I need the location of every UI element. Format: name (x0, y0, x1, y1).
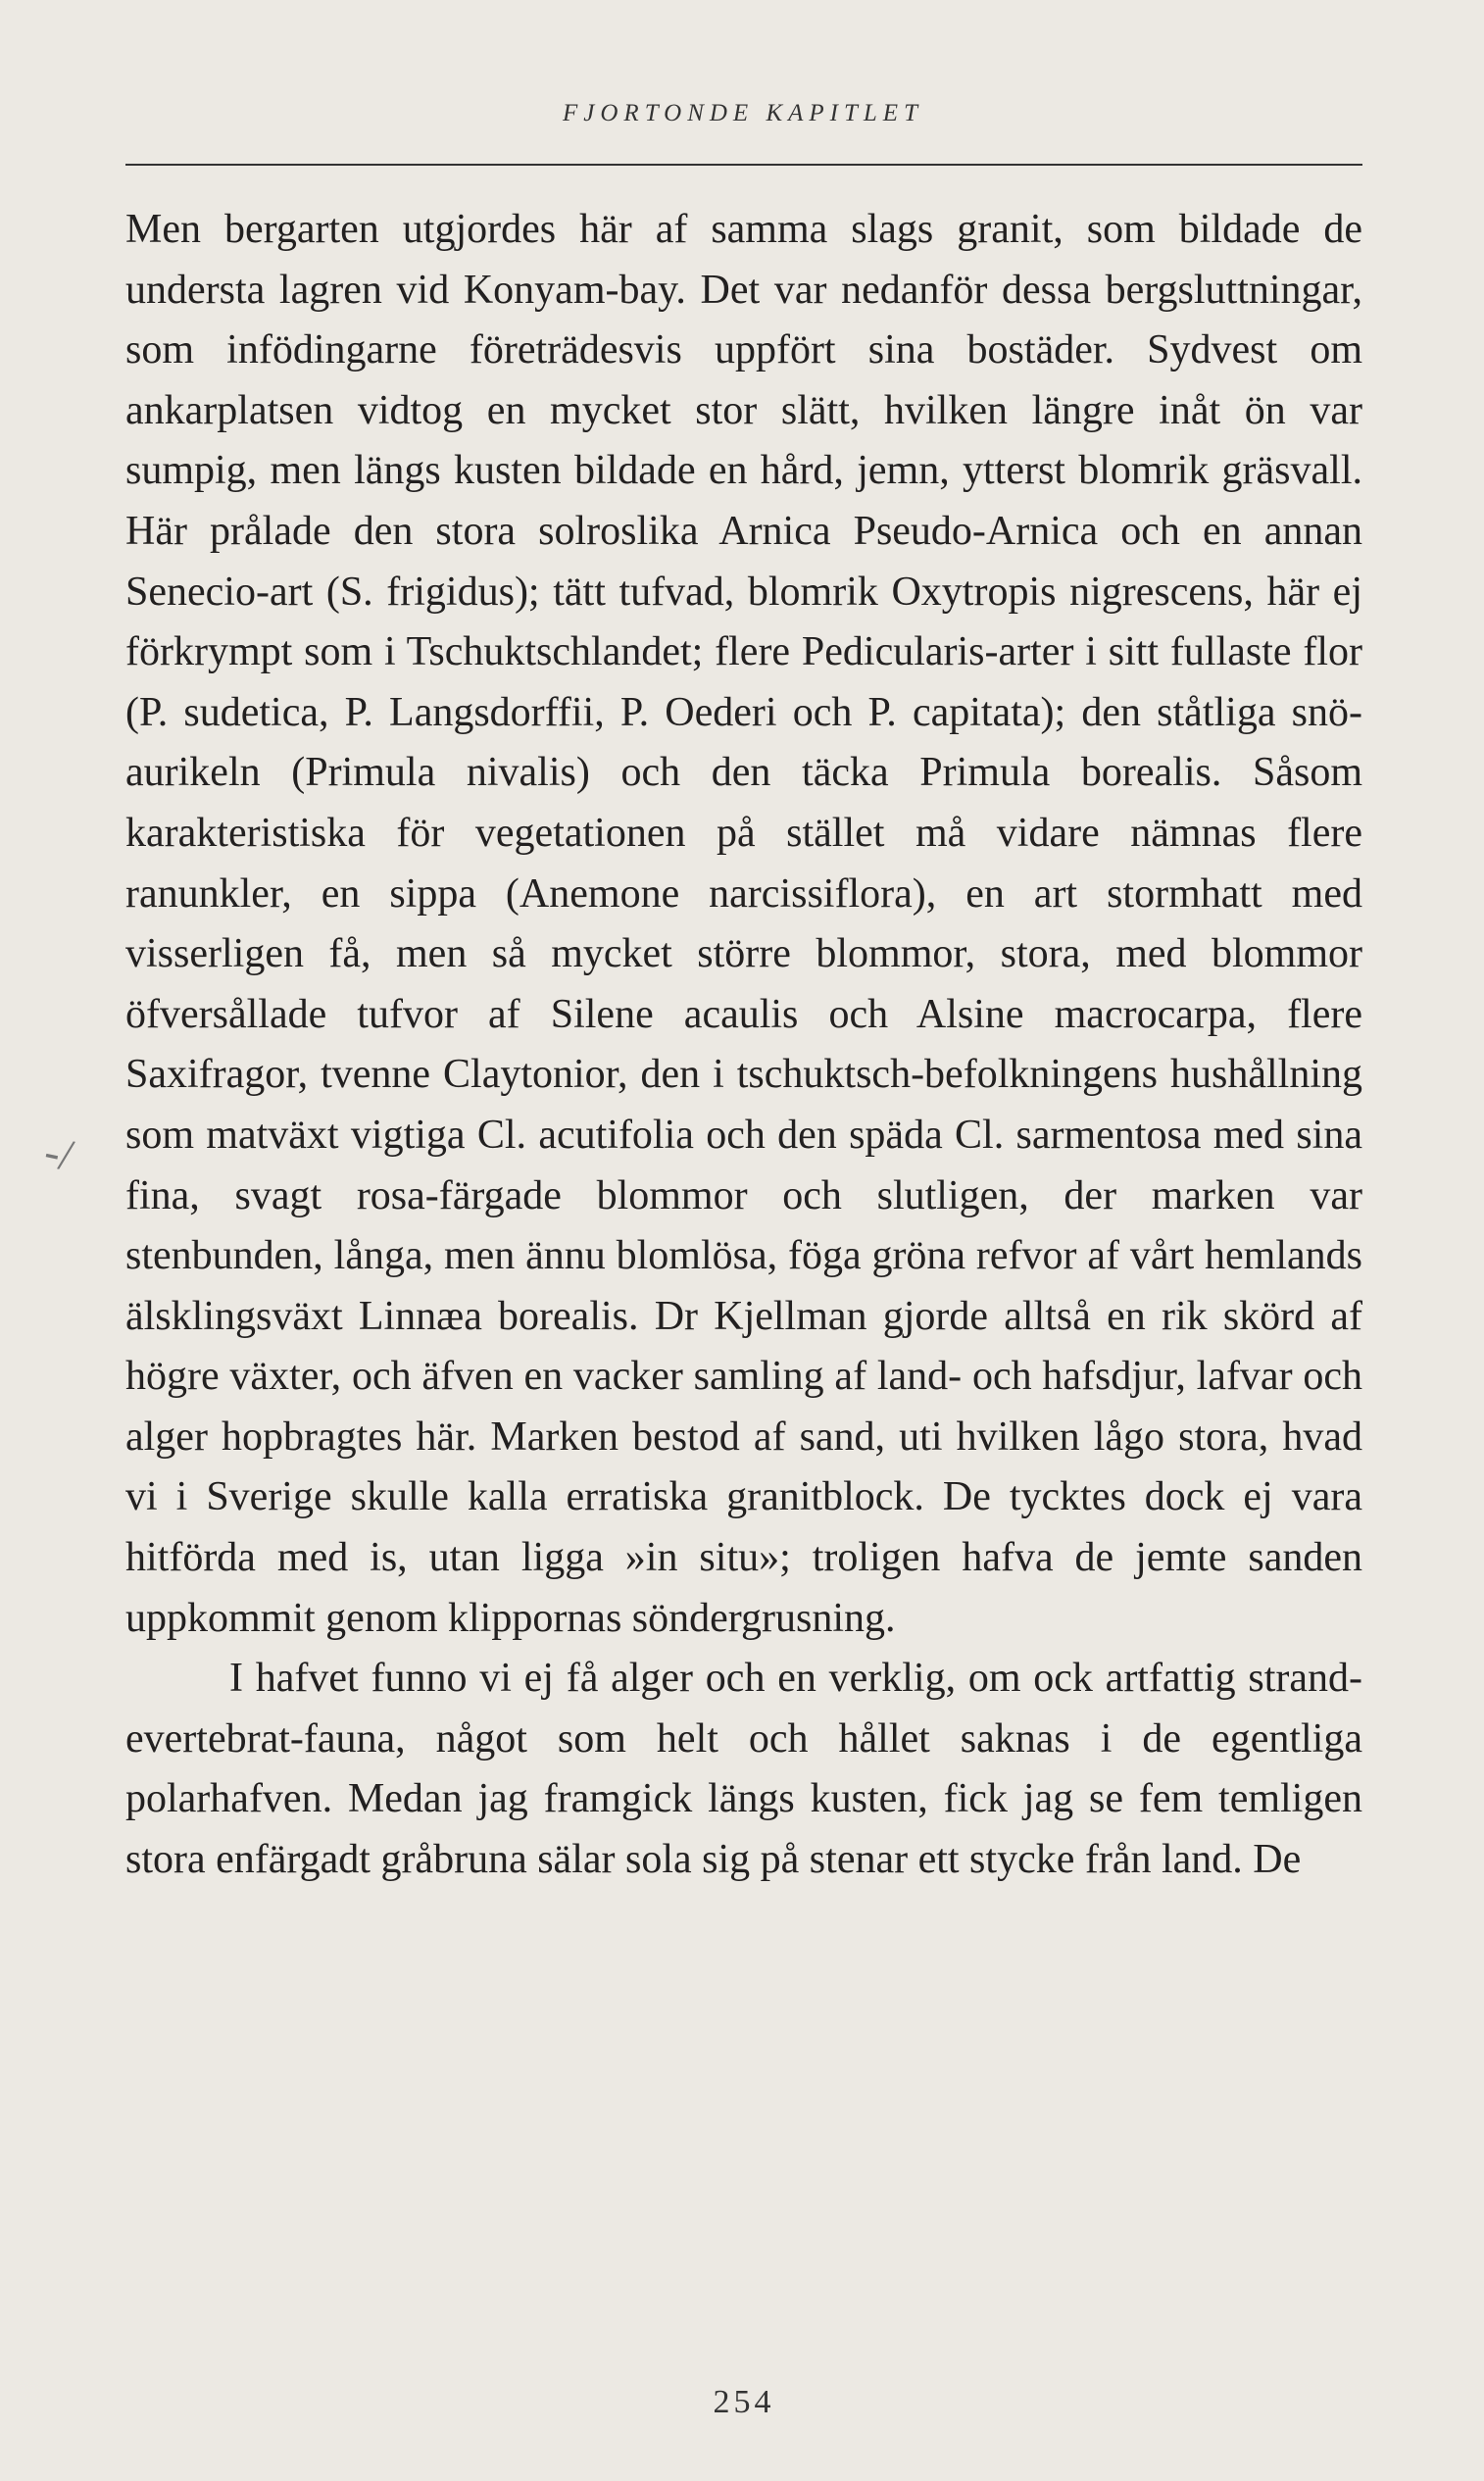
margin-annotation: -/ (40, 1125, 78, 1181)
page-number: 254 (713, 2384, 775, 2420)
paragraph: Men bergarten utgjordes här af samma slags granit, som bildade de understa lagren vid Konyam-bay. Det var nedanför dessa bergsluttningar, som infödingarne företrädesvis uppfört sina bostäder. Sydvest om ankarplatsen vidtog en mycket stor slätt, hvilken längre inåt ön var sumpig, men längs kusten bildade en hård, jemn, ytterst blomrik gräsvall. Här prålade den stora solroslika Arnica Pseudo-Arnica och en annan Senecio-art (S. frigidus); tätt tufvad, blomrik Oxytropis nigrescens, här ej förkrympt som i Tschuktschlandet; flere Pedicularis-arter i sitt fullaste flor (P. sudetica, P. Langsdorffii, P. Oederi och P. capitata); den ståtliga snö-aurikeln (Primula nivalis) och den täcka Primula borealis. Såsom karakteristiska för vegetationen på stället må vidare nämnas flere ranunkler, en sippa (Anemone narcissiflora), en art stormhatt med visserligen få, men så mycket större blommor, stora, med blommor öfversållade tufvor af Silene acaulis och Alsine macrocarpa, flere Saxifragor, tvenne Claytonior, den i tschuktsch-befolkningens hushållning som matväxt vigtiga Cl. acutifolia och den späda Cl. sarmentosa med sina fina, svagt rosa-färgade blommor och slutligen, der marken var stenbunden, långa, men ännu blomlösa, föga gröna refvor af vårt hemlands älsklingsväxt Linnæa borealis. Dr Kjellman gjorde alltså en rik skörd af högre växter, och äfven en vacker samling af land- och hafsdjur, lafvar och alger hopbragtes här. Marken bestod af sand, uti hvilken lågo stora, hvad vi i Sverige skulle kalla erratiska granitblock. De tycktes dock ej vara hitförda med is, utan ligga »in situ»; troligen hafva de jemte sanden uppkommit genom klippornas söndergrusning. (125, 207, 1362, 1641)
running-head: FJORTONDE KAPITLET (563, 100, 923, 126)
paragraph: I hafvet funno vi ej få alger och en verklig, om ock artfattig strand-evertebrat-fauna, något som helt och hållet saknas i de egentliga polarhafven. Medan jag framgick längs kusten, fick jag se fem temligen stora enfärgadt gråbruna sälar sola sig på stenar ett stycke från land. De (125, 1656, 1362, 1883)
body-text (125, 200, 1362, 1891)
header-rule (125, 164, 1362, 166)
